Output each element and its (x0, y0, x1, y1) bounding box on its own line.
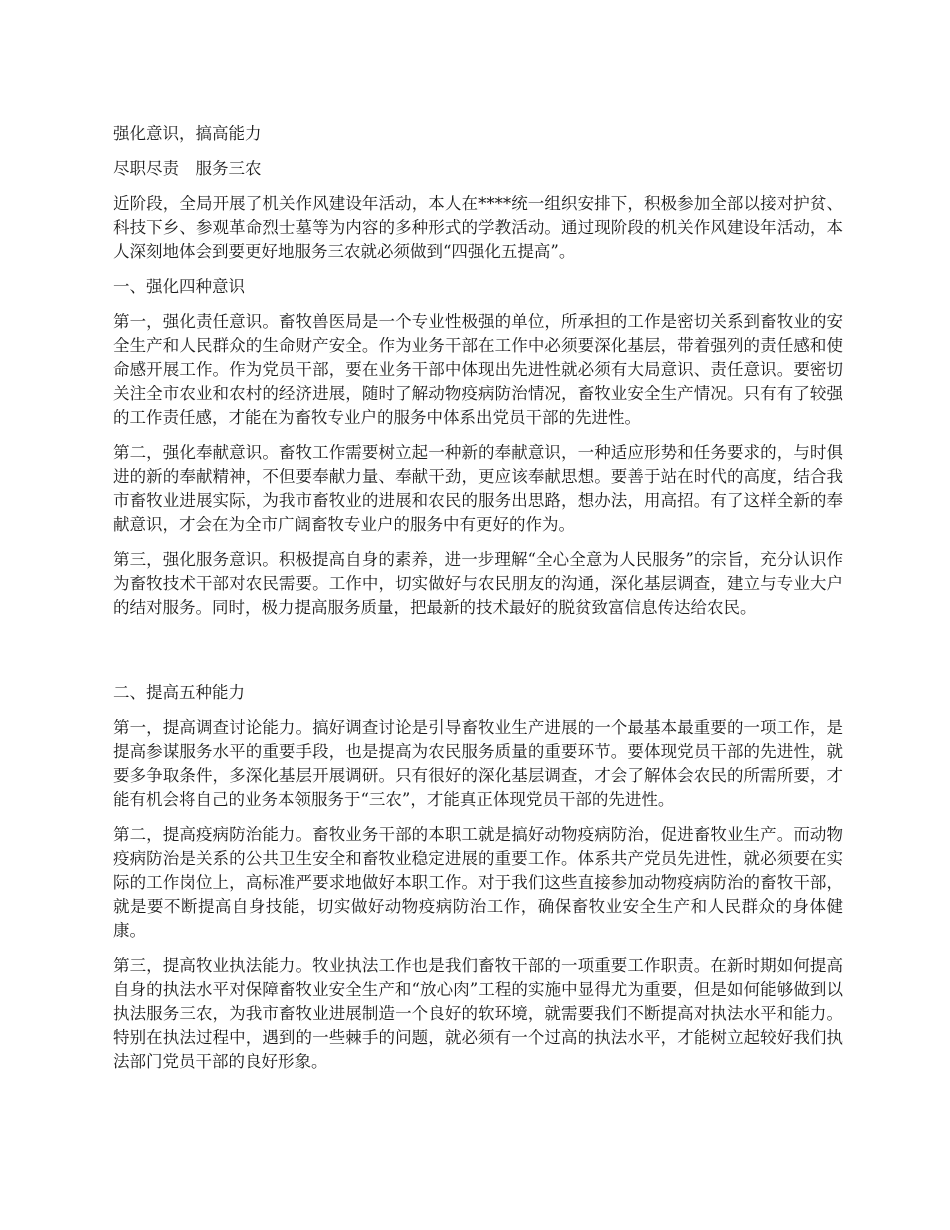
section-2-paragraph-1: 第一，提高调查讨论能力。搞好调查讨论是引导畜牧业生产进展的一个最基本最重要的一项工作，是提高参谋服务水平的重要手段，也是提高为农民服务质量的重要环节。要体现党员干部的先进性，就要多争取条件，多深化基层开展调研。只有很好的深化基层调查，才会了解体会农民的所需所要，才能有机会将自己的业务本领服务于“三农”，才能真正体现党员干部的先进性。 (113, 718, 843, 809)
section-2-paragraph-3: 第三，提高牧业执法能力。牧业执法工作也是我们畜牧干部的一项重要工作职责。在新时期如何提高自身的执法水平对保障畜牧业安全生产和“放心肉”工程的实施中显得尤为重要，但是如何能够做到以执法服务三农，为我市畜牧业进展制造一个良好的软环境，就需要我们不断提高对执法水平和能力。特别在执法过程中，遇到的一些棘手的问题，就必须有一个过高的执法水平，才能树立起较好我们执法部门党员干部的良好形象。 (113, 956, 843, 1071)
document-subtitle: 尽职尽责 服务三农 (113, 159, 262, 178)
document-body (113, 122, 843, 1085)
section-1-paragraph-2: 第二，强化奉献意识。畜牧工作需要树立起一种新的奉献意识，一种适应形势和任务要求的，与时俱进的新的奉献精神，不但要奉献力量、奉献干劲，更应该奉献思想。要善于站在时代的高度，结合我市畜牧业进展实际，为我市畜牧业的进展和农民的服务出思路，想办法，用高招。有了这样全新的奉献意识，才会在为全市广阔畜牧专业户的服务中有更好的作为。 (113, 443, 843, 534)
section-spacer (113, 631, 843, 681)
intro-paragraph: 近阶段，全局开展了机关作风建设年活动，本人在****统一组织安排下，积极参加全部以接对护贫、科技下乡、参观革命烈士墓等为内容的多种形式的学教活动。通过现阶段的机关作风建设年活动，本人深刻地体会到要更好地服务三农就必须做到“四强化五提高”。 (113, 194, 843, 261)
section-1-paragraph-1: 第一，强化责任意识。畜牧兽医局是一个专业性极强的单位，所承担的工作是密切关系到畜牧业的安全生产和人民群众的生命财产安全。作为业务干部在工作中必须要深化基层，带着强列的责任感和使命感开展工作。作为党员干部，要在业务干部中体现出先进性就必须有大局意识、责任意识。要密切关注全市农业和农村的经济进展，随时了解动物疫病防治情况，畜牧业安全生产情况。只有有了较强的工作责任感，才能在为畜牧专业户的服务中体系出党员干部的先进性。 (113, 312, 843, 427)
section-heading-2: 二、提高五种能力 (113, 683, 245, 702)
document-title: 强化意识，搞高能力 (113, 124, 262, 143)
section-heading-1: 一、强化四种意识 (113, 277, 245, 296)
section-2-paragraph-2: 第二，提高疫病防治能力。畜牧业务干部的本职工就是搞好动物疫病防治，促进畜牧业生产。而动物疫病防治是关系的公共卫生安全和畜牧业稳定进展的重要工作。体系共产党员先进性，就必须要在实际的工作岗位上，高标准严要求地做好本职工作。对于我们这些直接参加动物疫病防治的畜牧干部，就是要不断提高自身技能，切实做好动物疫病防治工作，确保畜牧业安全生产和人民群众的身体健康。 (113, 825, 843, 940)
section-1-paragraph-3: 第三，强化服务意识。积极提高自身的素养，进一步理解“全心全意为人民服务”的宗旨，充分认识作为畜牧技术干部对农民需要。工作中，切实做好与农民朋友的沟通，深化基层调查，建立与专业大户的结对服务。同时，极力提高服务质量，把最新的技术最好的脱贫致富信息传达给农民。 (113, 550, 843, 617)
